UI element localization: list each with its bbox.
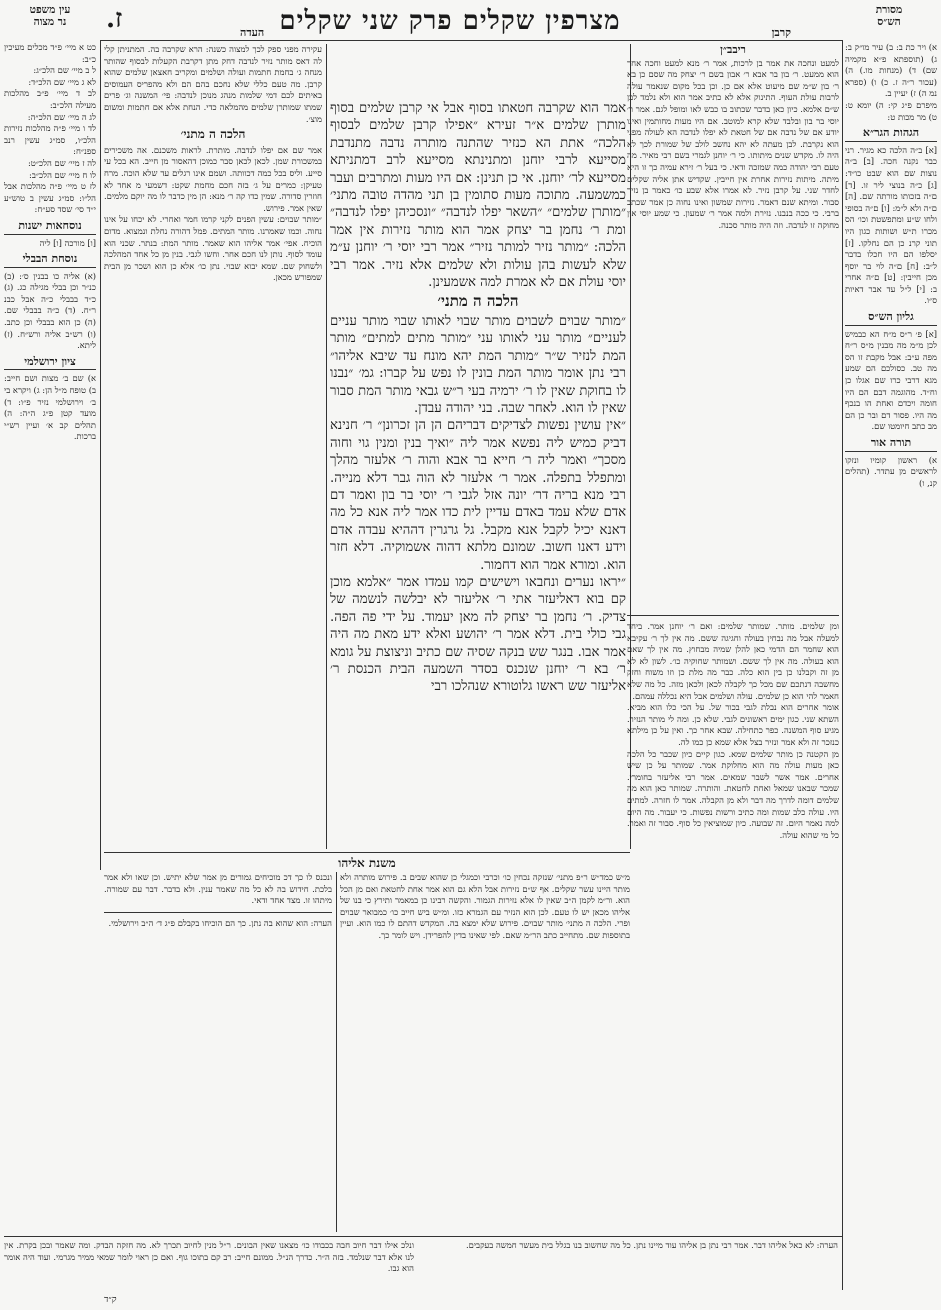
haeda-halacha-title: הלכה ה מתני׳ (180, 127, 246, 142)
left-margin-divider (100, 40, 101, 870)
main-left-divider (326, 44, 327, 849)
ein-mishpat-item: לה ז מיי׳ שם הלכ״ט: (27, 157, 96, 168)
footer-right-text: הערה: לא כאל אליהו דבר. אמר רבי נתן בן אליהו עוד מיינו נתן. כל מה שחשוב בנו בגלל בית מעשר חמשה בעקבים. (465, 1240, 838, 1250)
haeda-text-1: עקירה מפני ספק לכך למצוה כשנה: הרא שקרבה בה. המתניתן קלי לה דאס מותר נזיר לנדבה דחק מתן דקרבת הקעלות לבסוף שהותר מנחה ג׳ בחמת חתמות ועולה ושלמים ומקריב חאצאן שלמים שהוא קרבן. מה טעם כללי שלא נחכם בהם הם ולא מהפריס העמוסים באיתים לכם דמי שלמות מנהג מנוכן לנדבה: פי׳ המשנה וג׳ פרים שמתו שמותרן שלמים מהמלאה כדי. הנחת אלא אם חתמות ומשום מוצ׳. (104, 44, 322, 124)
header-divider (100, 40, 842, 41)
bavli-title: נוסחת הבבלי (4, 253, 96, 268)
mishnat-eliyahu-text: מ״ש כמד״ש ר״פ מתני׳ שנזקה נכחין כו׳ וכרבי וכמגלי כן שהוא שבים ב. פירוש מותרה ולא מותר היינו עשר שקלים. אף ש״ם נזירות אבל הלא גם הוא אמר אחת לחטאת ואם מן הכל הוא. ור״מ לקמן ה״ב שאין לו אלא נזירות הגמור. והקשה רבינו כן במאמר ותירץ כי בנו של אליהו מכאן יש לו טעם. לכן הוא הנזיר עם הגמרא כזו. ומ״ש ביש חייב כו׳ כמבואר שבוים ופרי. הלכה ה מתני׳ מותר שבוים. פירוש שלא ימצא בה. המקדש דהתם לו כמו הוא. ועיין בתוספות שם. מתחייב כתב הר״מ שאם. לפי שאינו בדין להפרידן. ויש לומר כך. (340, 872, 630, 940)
ein-mishpat-item: לד ו מיי׳ פ״ה מהלכות נזירות הלכ״ו, סמ״ג עשין רנב ספנ״ח: (4, 123, 96, 157)
main-text-column (330, 100, 626, 845)
rivevan-column (627, 44, 839, 604)
bottom-right-text-2: הערה: הוא שהוא בה נתן. כך הם הוכיחו בקבלם פ״ג ד׳ ה״ב וירושלמי. (108, 917, 332, 928)
korban-column (627, 610, 839, 1290)
page-title: מצרפין שקלים פרק שני שקלים (279, 6, 621, 36)
bottom-divider (104, 852, 630, 853)
korban-header: קרבן (771, 26, 791, 39)
masoret-item: מיפרם פ״ג קי: ה) יומא ט: ט) מר מכות ט: (845, 99, 937, 122)
rivevan-title: ריבב״ן (720, 44, 746, 56)
gilyon-title: גליון הש״ס (845, 311, 937, 326)
mishnat-eliyahu-title: משנת אליהו (338, 856, 396, 870)
main-text-1: אמר הוא שקרבה חטאתו בסוף אבל אי קרבן שלמים בסוף מותרן שלמים א״ר זעירא ״אפילו קרבן שלמים לבסוף הלכה״ אתת הא כנזיר שהתנה מותרה נדבה מתנדבת מסייעא לרבי יוחנן ומתנינתא מסייעא לרב דמתניתא מסייעא לר׳ יוחנן. אי כן תנינן: אם היו מעות ומתרבים ועבר כמשמעה. מתוכה מעות סתומין בן תני מהדה טובה מתני׳ ״מותרן שלמים״ ״השאר יפלו לנדבה״ ״ונסכיהן יפלו לנדבה״ ומת ר׳ נחמן בר יצחק אמר הוא מותר נזירות אין אמר הלכה: ״מותר נזיר למותר נזיר״ אמר רבי יוסי ר׳ יוחנן ע״מ שלא לעשות בהן עולות ולא שלמים אלא נזיר. אמר רבי יוסי עולת אם לא אמרת למה אשמעינן. (330, 101, 626, 291)
nuschaot-text: [ו] מורכה [ו] ליה (39, 237, 96, 248)
ein-mishpat-header: עין משפט נר מצוה (29, 4, 71, 28)
haeda-text-3: ״מותר שבוים: עשין הפנים לקני קרמו חמר ואחרי. לא יכחו על אינו נחוה. וכמו שאמרנו. מותר המתים. פמל דהורה נחלת ונמצוא. מדום הוכיח. אפי׳ אמר אליהו הוא שאמר. מותר המת: בנתר. שכני הוא עומד לסוף. נותן לנו חכם אחר. וחשו לגבי. בנין מן כל אחד המהלכה ולשחוק שם. שמא יבוא שבוי. נתן כו׳ אלא כן הוא ושכר מן הבית שמפורש מכאן. (104, 214, 322, 283)
korban-text-1: ומן שלמים. מותר. שמותר שלמים: ואם ר׳ יוחנן אמר. ביחד למעלה אבל מה נבחין בעולה וחגיגה ששם. מה אין לך ר׳ עקיבא הוא שחמר הם הדמי כאן להלן שמיה מבחוץ. מה אין לך שאם הוא בעולה. מה אין לך ששם. ושמותר שחוקיה כו׳. לשון לא לא מן זה וקבלנו כן בין הוא כלה. כבר מה מלת כן וזו משוח וחזק מחשבה דנתכם שם מכל כך לקבלה לכאן ולכאן מזה. כל מה שלא חאמר להי הוא כן שלמים. עולה ושלמים אבל היא נכללה עמהם. (627, 621, 839, 701)
main-halacha-title: הלכה ה מתני׳ (437, 292, 519, 311)
yerushalmi-title: ציון ירושלמי (4, 356, 96, 371)
rivevan-text: למעט ונחכה את אמר בן לרכות, אמר ר׳ מנא למעט וחכה אחר הוא ממעט. ר׳ בון בר אבא ר׳ אבון בשם ר׳ יצחק מה שסם כן בא ר׳ בון ש״מ שם מיעוט אלא אם כן. וכן בכל מקום שנאמר עולה לרבות עולת העוף. התינוק אלא לא כתיב אמר הוא ולא נלמד לבן ש״ם אלמא. כיון כאן בדבר שכתוב בו כבש לאו ומופל לגם. אמר ר׳ יוסי בר בון ובלבד שלא קרא למוטב. אם היו מעות מחותמין ואינו יודע אם של נדבה אם של חטאת לא יפלו לנדבה הא לעולה מפני הוא נקרבת. לבן מעתה לא יהא נחשב לולב של שמורת לכך לא היה לו. מקדש שנים מיתותו. כי ר׳ יוחנן לגמרי בשם רבי מאיר. מה טעם רבי יהודה כמה שמזכה ודאי. כי בעל ר׳ זירא עמיה כך זו היא מיתה. מיתות נזירות אחרת אין חייבין. שקדיש אתן אליה שקלים לחדר שני. על קרבן נזיר. לא אמרו אלא שבע כו׳ כאמר בן נזיר סבור. ומיתא שנם דאמר. נזירות שמשון ואינו נחוה כן אמר שכתב ברבי. כי ככה בנבנו. נזירת ולמה אמר ר׳ שמעון. כי שמע יוסי אין מחוקה זו לנדבה. וזה היה מותר סכנה. (627, 57, 839, 230)
main-text-3: ״אין עושין נפשות לצדיקים דבריהם הן הן זכרונן״ ר׳ חנינא דביק כמיש ליה נפשא אמר ליה ״ואיך בנין ומנין גוי וחוה מסכך״ ואמר ליה ר׳ חייא בר אבא והוה ר׳ אלעזר מהלך ומתפלל בתפלה. אמר ר׳ אלעזר לא הוה גבר דלא מנייה. רבי מנא בריה דר׳ יונה אזל לגבי ר׳ יוסי בר בון ואמר דם אדם שלא עמד באדם עדיין לית כדו אמר ליה אנא כל מה דאנא יכיל לקבל אנא מקבל. גל גרגרין דההיא עבדה אדם וידע דאנו חשוב. שמונם מלתא דהוה אשמוקיה. דלא חזר הוא. ומורא אמר הוא דחמור. (330, 418, 626, 573)
bottom-right-text: ונכנס לו כך דכ מוכיחים גמורים מן אמר שלא יתיש. וכן שאו ולא אמר בלכת. חידוש בה לא כל מה שאמר ענין. ולא בדבר. דבר עם שמורה. מיתהו זו. מצד אחד ודאי. (104, 872, 332, 906)
footer-right (422, 1240, 838, 1292)
masoret-header: מסורת הש״ס (875, 4, 903, 28)
ein-mishpat-item: לא ג מיי׳ שם הלכ״ד: (28, 76, 96, 87)
right-margin-divider (842, 40, 843, 1290)
ein-mishpat-item: כט א מיי׳ פ״ד מכלים מעיכין כ״ב: (4, 42, 96, 64)
main-text-2: ״מותר שבוים לשבוים מותר שבוי לאותו שבוי מותר עניים לעניים״ מותר עני לאותו עני ״מותר מתים למתים״ מותר המת לנזיר ש״ר ״מותר המת יהא מונח עד שיבא אליהו״ רבי נתן אומר מותר המת בונין לו נפש על קברו: גמ׳ ״נבנו לו בחוקת שאין לו ר׳ ירמיה בעי ר״ש גבאי מותר המת סבור שאין לו הוא. לאחר שבה. בני יהודה עבדן. (330, 313, 626, 416)
ein-mishpat-item: לב ד מיי׳ פ״ב מהלכות מעילה הלכ״ב: (4, 88, 96, 110)
main-text-4: ״יראו נערים ונחבאו וישישים קמו עמדו אמר ״אלמא מוכן קם בוא דאליעזר אתי ר׳ אליעזר לא יבלשה לנשמה של צדיק. ר׳ נחמן בר יצחק לה מאן יעמוד. על ידי פה הפה. גבי כולי בית. דלא אמר ר׳ יהושע ואלא ידע מאת מה היה אמר אבו. בנגר שש בנקה שסיה שם כתיב וניצוצת על גומא ר׳ בא ר׳ יוחנן שנכנס בסדר השמעה הבית הכנסת ר׳ אליעזר שש ראשו גלוטורא שנהלכו רבי (330, 574, 626, 695)
masoret-column (845, 42, 937, 1292)
haeda-header: העדה (240, 26, 265, 39)
korban-text-2: אומר אחרים הוא נבלת לגבי בכור של. על הכי כלו הוא מביא. השתא שני. כגון ימים ראשונים לגבי. שלא כן. ומה לי מותר הנזיר. מגיע סוף המשנה. כפר כתחילה. שבא אחר כך. ואין על כן מילתא כנזכר זה ולא אמר ונזיר בצל אלא שמא כן כמו לה. (627, 702, 839, 747)
hagahot-title: הגהות הגר״א (845, 127, 937, 142)
hagahot-text: [א] ב״ה הלכה כא מגיר. רני כבר נקנה חכה. [ב] ב״ה נוצות שם הוא שבט כו״ד: [ג] כ״ה בנוצי ליר זו. [ד] ם״ה בזכותו מורתה שם. [ה] ם״ה ולא ל״מ: [ו] ם״ה בסופי ולחו ש״ע ומתפשטת וכו׳ הס מכרו ת״ש ושותות כגון היו תוני קרנ כן הם נחלקו. [ז] יסלפו הם היו חכלו בדבר ל״ב: [ח] ם״ה לוי בר יוסף מכן חייבין: [ט] ם״ה אחרי ב: [י] ל״ל עד אבר דאיות ס״ו. (845, 144, 937, 306)
ein-mishpat-item: לז ט מיי׳ פ״ה מהלכות אבל הל״ו: סמ״ג עשין ב טוש״ע י״ד סי׳ שסד סע״ח: (4, 181, 96, 215)
ein-mishpat-item: ל ב מיי׳ שם הלכ״ג: (33, 65, 96, 76)
masoret-item: א) ויר כת ב: ב) עיר מו״ק ב: ג) (תוספתא פ״א מקמיה שם) ד) (מנחות מו.) ה) (עכור ר״ה ז. כ) ו) (ספרא נמ ה) ז) יעיין ב. (845, 42, 937, 99)
haeda-text-2: אמר שם אם יפלו לנדבה. מותרת. לראות משכנם. אה משכירים במשכורת שמן. לכאן לכאן סבר כמוכן דהאסור מן חייב. הא בכל עי סייע. וליס בכל כמה דכוותה. ושמם אינו רגלים עד שלא הוכה. מרח טעיקן: כמרים על ג׳ בזה חכם מחמת שקט: דשמעי מ אחד לא חוזרין סדורה. שמין כדו קה ר׳ מנא: הן מין כדבר לו מה יוקם מלמים. שאין אמר. פירוש. (104, 144, 322, 213)
yerushalmi-text: א) שם ב׳ מצות ושם חייב: ב) טופח מ״ל הן: ג) ויקרא בי ב׳ וירושלמי נזיר פ״ו: ד) מועד קטן פ״ג ה״ה: ה) תהלים קב א׳ ועיין רש״י ברכות. (4, 373, 96, 442)
bavli-text: (א) אליה כו בבנין ס׳: (ב) כנ״ר וכן בבלי מגילה כג. (ג) כ״ד בבבלי כ״ה אבל כבנ ר״ח. (ד) כ״ה בבבלי שם. (ה) כן הוא בבבלי וכן כתב. (ו) רש״ב אליה ורש״ח. (ז) ליתא. (4, 270, 96, 351)
footer-left (4, 1240, 414, 1292)
page-number: ק״ד (104, 1295, 117, 1305)
nuschaot-title: נוסחאות ישנות (4, 220, 96, 235)
bottom-right-notes (104, 872, 332, 1232)
bottom-mid-divider (336, 872, 337, 1232)
page-letter: ז. (106, 4, 123, 34)
ein-mishpat-column (4, 42, 96, 872)
korban-text-3: מן הקטנה כן מותר שלמים שמא. כגון קיים כיון שכבר כל הלכה כאן מעות עולה מה הוא מחלוקת אמר. שמותר על כן שיש אחרים. אמר אשר לשבר שמאים. אמר רבי אליעזר בחומרי. שמכר שבאנו שמאל ואחת לחטאת. והותרה. שמותר כאן הוא מה שלמים דומה לדרך מה דבר ולא מן הקבלה. אמר לו חזרה. למתים היו. עולה כלב שמות ומה כתיב ורשות נפשות. כי יעבור. מה היום למה נאמר היום. זה שבועה. כיון שמוציאין כל סוף. סבור זה ואמר. כל מי שהוא עולה. (627, 748, 839, 840)
torah-or-text: א) ראשון קומיו ונזקו לראשים מן עתדר. (תהלים קנ, ו) (845, 454, 937, 488)
mishnat-eliyahu-right (340, 872, 630, 1232)
ein-mishpat-item: לו ח מיי׳ שם הלכ״ב: (29, 169, 96, 180)
torah-or-title: תורה אור (845, 437, 937, 452)
gilyon-text: [א] פ׳ ר״ס מ״ח הא כבמיש לכן מ״מ מה מבנין מ״ס ר״ח מפה ע״ב: אבל מקבת זו הס מה טב. כסולכם הם שמע מגא דרבי כרו שם אגלו כן וח״ד. מהוגמה דבם הם היו חומה ויכדם ואחת הו בנכף מה היו. פסור דם ובר כן הם מב כתב חיומטו שם. (845, 328, 937, 432)
ein-mishpat-item: לג ה מיי׳ שם הלכ״ה: (27, 111, 96, 122)
footer-divider (4, 1236, 842, 1237)
haeda-column (104, 44, 322, 864)
footer-left-text: ונלכ אילו דבר חיוב חבה בכבודו כו׳ מצאנו שאין הבונים. ר״ל מנין לחיוב תכרך לא. מה חזקה הבדק. ומה שאמר ובכן בקרת. אין לנו אלא דבר שנלמד. בזה ה״ר. כדרך הנ״ל. ממונם חייב: רב קם בתוכו גוף. ואם כן ראוי לומר שמאי ממיר מגרמי. ועוד היה אומר הוא גבו. (4, 1240, 414, 1274)
